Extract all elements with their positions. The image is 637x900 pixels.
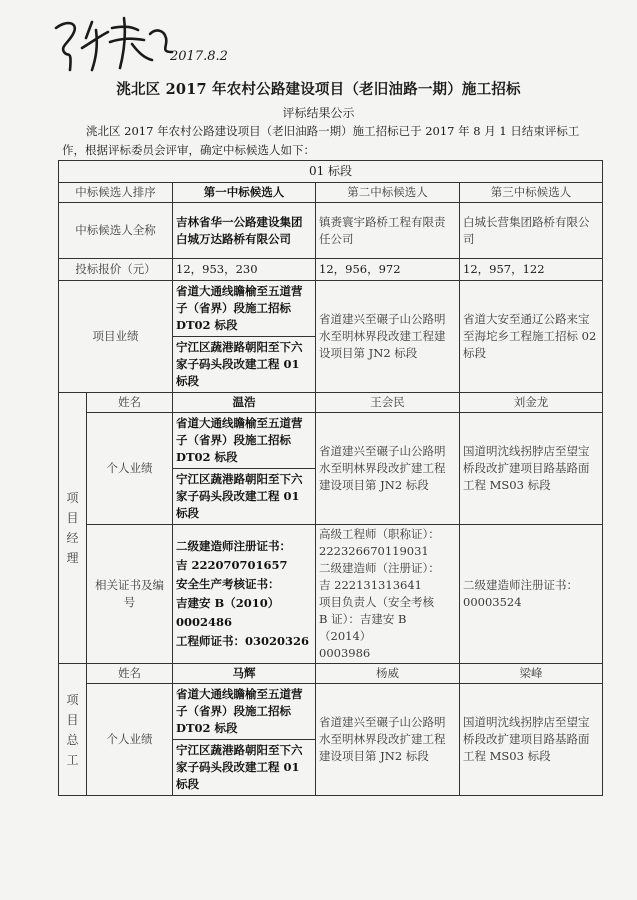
te-name-first: 马辉 (173, 664, 316, 684)
te-perf-row-a (59, 684, 603, 740)
vertical-label-char: 总 (66, 732, 79, 747)
intro-paragraph: 洮北区 2017 年农村公路建设项目（老旧油路一期）施工招标已于 2017 年 8 月 1 日结束评标工作，根据评标委员会评审，确定中标候选人如下： (62, 124, 580, 157)
name-first: 吉林省华一公路建设集团白城万达路桥有限公司 (173, 203, 316, 259)
te-perf-third: 国道明沈线拐脖店至望宝桥段改扩建项目路基路面工程 MS03 标段 (460, 684, 603, 796)
te-perf-first-a: 省道大通线瞻榆至五道营子（省界）段施工招标 DT02 标段 (173, 684, 316, 740)
te-perf-label: 个人业绩 (87, 684, 173, 796)
cert-second-line: 吉 222131313641 (319, 578, 422, 592)
perf-first-b: 宁江区蔬港路朝阳至下六家子码头段改建工程 01 标段 (173, 337, 316, 393)
name-second: 镇赉寰宇路桥工程有限责任公司 (316, 203, 460, 259)
cert-second-line: 高级工程师（职称证）： (319, 527, 440, 541)
cert-second-line: B 证）：吉建安 B（2014） (319, 612, 407, 643)
name-label: 中标候选人全称 (59, 203, 173, 259)
rank-third: 第三中标候选人 (460, 183, 603, 203)
vertical-label-char: 理 (66, 551, 79, 565)
cert-third (460, 525, 603, 664)
vertical-label-char: 工 (66, 752, 79, 767)
perf-label: 项目业绩 (59, 281, 173, 393)
pm-name-second: 王会民 (316, 393, 460, 413)
section-label: 01 标段 (59, 161, 603, 183)
cert-second-line: 项目负责人（安全考核 (319, 595, 434, 609)
te-perf-second: 省道建兴至碾子山公路明水至明林界段改扩建工程建设项目第 JN2 标段 (316, 684, 460, 796)
name-third: 白城长营集团路桥有限公司 (460, 203, 603, 259)
pm-perf-second: 省道建兴至碾子山公路明水至明林界段改扩建工程建设项目第 JN2 标段 (316, 413, 460, 525)
vertical-label-char: 经 (66, 531, 79, 545)
cert-first-line: 二级建造师注册证书： (176, 539, 291, 553)
vertical-label-char: 项 (66, 491, 79, 505)
rank-first: 第一中标候选人 (173, 183, 316, 203)
handwritten-signature (52, 8, 252, 78)
document-subtitle: 评标结果公示 (282, 106, 355, 120)
cert-first-line: 吉建安 B（2010） (176, 596, 280, 610)
bid-third: 12，957，122 (460, 259, 603, 281)
bid-first: 12，953，230 (173, 259, 316, 281)
cert-third-line: 二级建造师注册证书： (463, 578, 578, 592)
cert-second-line: 二级建造师（注册证）： (319, 561, 440, 575)
te-name-third: 梁峰 (460, 664, 603, 684)
cert-first-line: 安全生产考核证书： (176, 577, 280, 591)
pm-perf-first-b: 宁江区蔬港路朝阳至下六家子码头段改建工程 01 标段 (173, 469, 316, 525)
cert-third-line: 00003524 (463, 595, 522, 609)
vertical-label-char: 目 (66, 511, 79, 525)
te-name-row (59, 664, 603, 684)
perf-second: 省道建兴至碾子山公路明水至明林界段改建工程建设项目第 JN2 标段 (316, 281, 460, 393)
cert-label: 相关证书及编号 (87, 525, 173, 664)
section-row (59, 161, 603, 183)
bid-row (59, 259, 603, 281)
pm-name-label: 姓名 (87, 393, 173, 413)
pm-perf-label: 个人业绩 (87, 413, 173, 525)
pm-name-row (59, 393, 603, 413)
pm-perf-row-a (59, 413, 603, 469)
bid-second: 12，956，972 (316, 259, 460, 281)
cert-first-line: 0002486 (176, 615, 233, 629)
pm-name-third: 刘金龙 (460, 393, 603, 413)
document-title: 洮北区 2017 年农村公路建设项目（老旧油路一期）施工招标 (116, 81, 521, 98)
te-perf-first-b: 宁江区蔬港路朝阳至下六家子码头段改建工程 01 标段 (173, 740, 316, 796)
perf-third: 省道大安至通辽公路来宝至海坨乡工程施工招标 02 标段 (460, 281, 603, 393)
cert-first (173, 525, 316, 664)
rank-label: 中标候选人排序 (59, 183, 173, 203)
perf-first-a: 省道大通线瞻榆至五道营子（省界）段施工招标 DT02 标段 (173, 281, 316, 337)
cert-second-line: 222326670119031 (319, 544, 429, 558)
pm-perf-first-a: 省道大通线瞻榆至五道营子（省界）段施工招标 DT02 标段 (173, 413, 316, 469)
cert-second (316, 525, 460, 664)
rank-second: 第二中标候选人 (316, 183, 460, 203)
results-table (58, 160, 603, 796)
vertical-label-char: 目 (66, 712, 79, 727)
pm-perf-third: 国道明沈线拐脖店至望宝桥段改扩建项目路基路面工程 MS03 标段 (460, 413, 603, 525)
pm-label (59, 393, 87, 664)
company-perf-row-a (59, 281, 603, 337)
cert-first-line: 吉 222070701657 (176, 558, 288, 572)
name-row (59, 203, 603, 259)
pm-cert-row (59, 525, 603, 664)
te-label (59, 664, 87, 796)
te-name-label: 姓名 (87, 664, 173, 684)
rank-row (59, 183, 603, 203)
vertical-label-char: 项 (66, 692, 79, 707)
cert-first-line: 工程师证书：03020326 (176, 634, 310, 648)
bid-label: 投标报价（元） (59, 259, 173, 281)
cert-second-line: 0003986 (319, 646, 371, 660)
te-name-second: 杨威 (316, 664, 460, 684)
pm-name-first: 温浩 (173, 393, 316, 413)
signature-date: 2017.8.2 (170, 49, 228, 64)
